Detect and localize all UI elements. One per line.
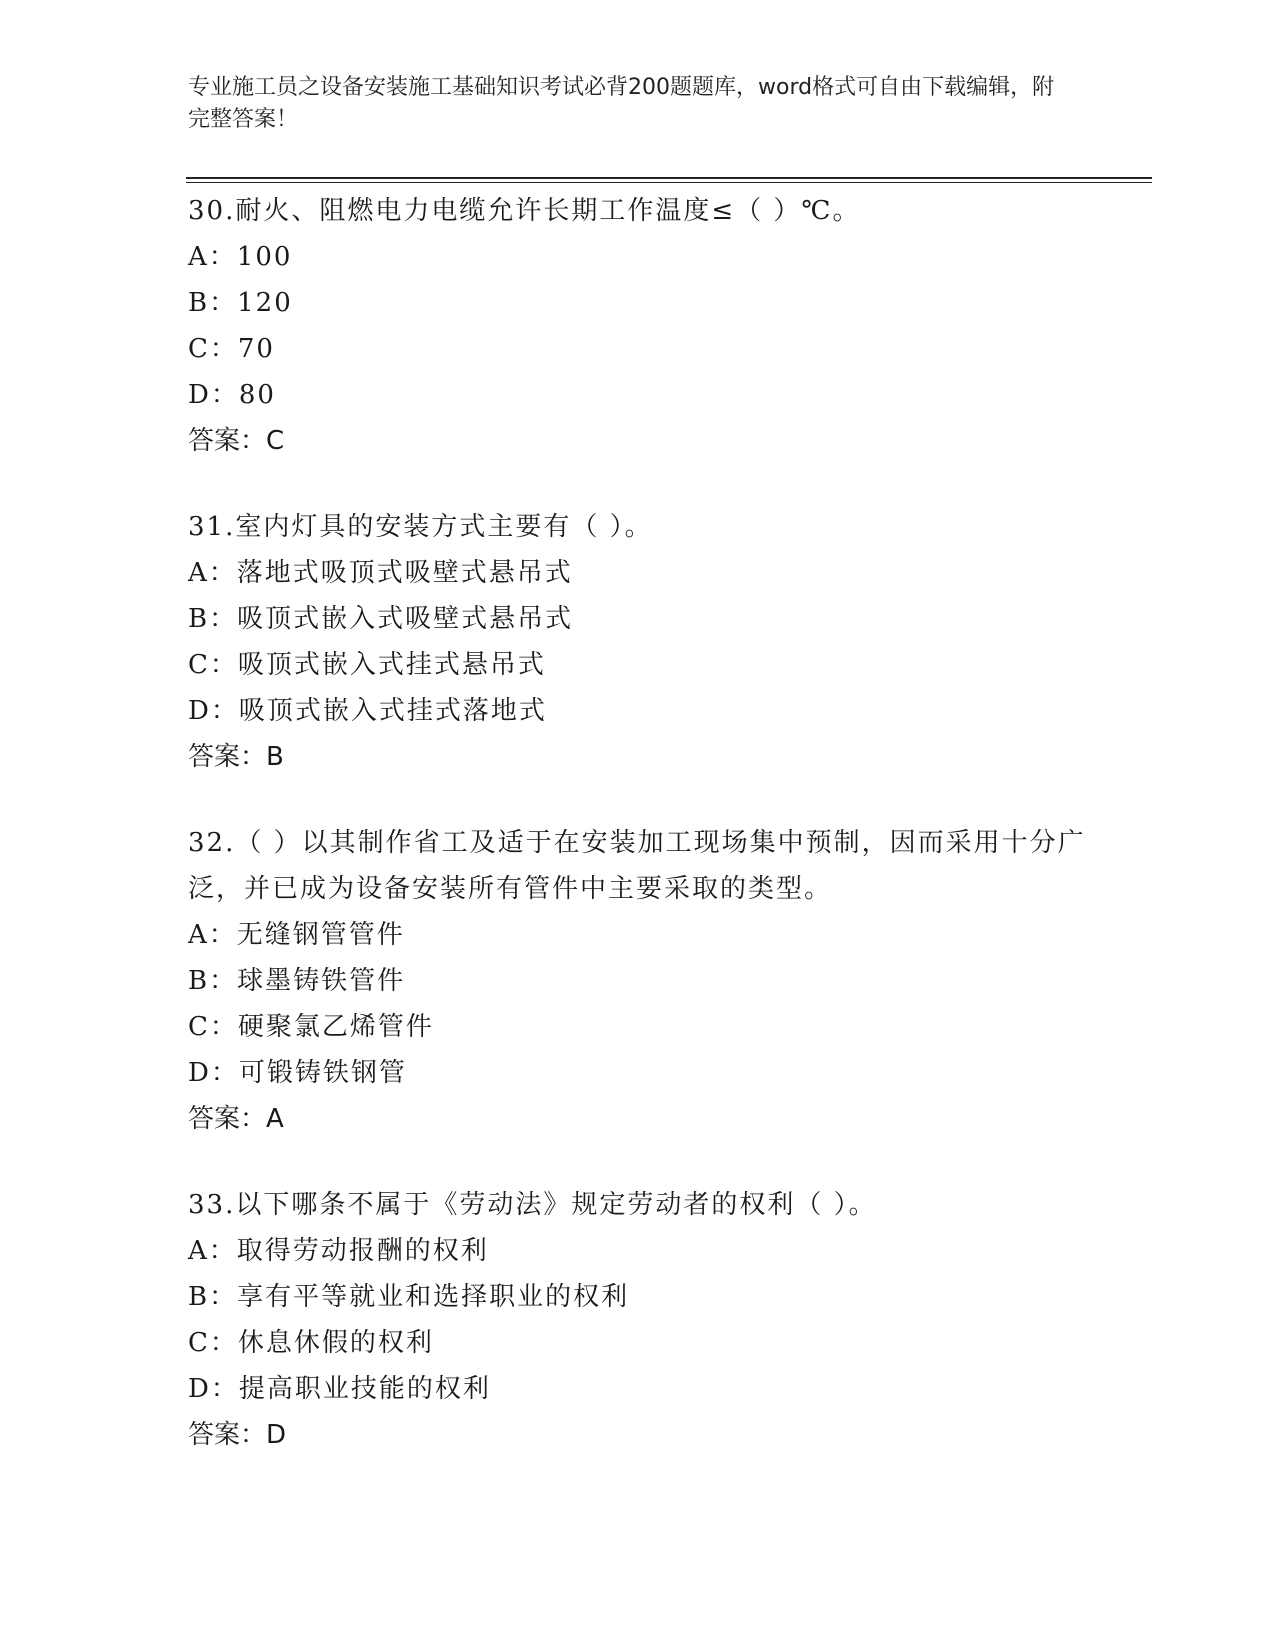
question-30 [188,188,1088,464]
option-b: B：享有平等就业和选择职业的权利 [188,1282,630,1312]
answer-label: 答案： [188,1104,267,1134]
option-c: C：硬聚氯乙烯管件 [188,1012,434,1042]
question-stem: 33.以下哪条不属于《劳动法》规定劳动者的权利（ ）。 [188,1190,877,1220]
option-c: C：70 [188,334,275,364]
option-a: A：100 [188,242,293,272]
question-31 [188,504,1088,780]
question-stem: 32.（ ）以其制作省工及适于在安装加工现场集中预制，因而采用十分广泛，并已成为设备安装所有管件中主要采取的类型。 [188,828,1086,904]
option-c: C：吸顶式嵌入式挂式悬吊式 [188,650,546,680]
answer-value: A [266,1104,284,1134]
option-b: B：120 [188,288,293,318]
question-list [188,188,1088,1498]
answer-value: C [266,426,285,456]
answer-value: D [266,1420,287,1450]
option-a: A：落地式吸顶式吸壁式悬吊式 [188,558,573,588]
document-header: 专业施工员之设备安装施工基础知识考试必背200题题库，word格式可自由下载编辑，附完整答案！ [188,75,1055,132]
option-a: A：无缝钢管管件 [188,920,405,950]
answer-line [188,1412,1088,1458]
header-divider-thick [186,177,1152,179]
header-divider-thin [186,182,1152,183]
question-32 [188,820,1088,1142]
option-a: A：取得劳动报酬的权利 [188,1236,489,1266]
option-b: B：球墨铸铁管件 [188,966,406,996]
answer-label: 答案： [188,1420,267,1450]
option-c: C：休息休假的权利 [188,1328,434,1358]
answer-line [188,418,1088,464]
option-d: D：80 [188,380,276,410]
answer-line [188,1096,1088,1142]
option-d: D：提高职业技能的权利 [188,1374,491,1404]
question-stem: 30.耐火、阻燃电力电缆允许长期工作温度≤（ ）℃。 [188,196,861,226]
question-33 [188,1182,1088,1458]
option-b: B：吸顶式嵌入式吸壁式悬吊式 [188,604,574,634]
answer-value: B [266,742,284,772]
option-d: D：吸顶式嵌入式挂式落地式 [188,696,547,726]
option-d: D：可锻铸铁钢管 [188,1058,407,1088]
answer-label: 答案： [188,426,267,456]
question-stem: 31.室内灯具的安装方式主要有（ ）。 [188,512,653,542]
answer-line [188,734,1088,780]
answer-label: 答案： [188,742,267,772]
